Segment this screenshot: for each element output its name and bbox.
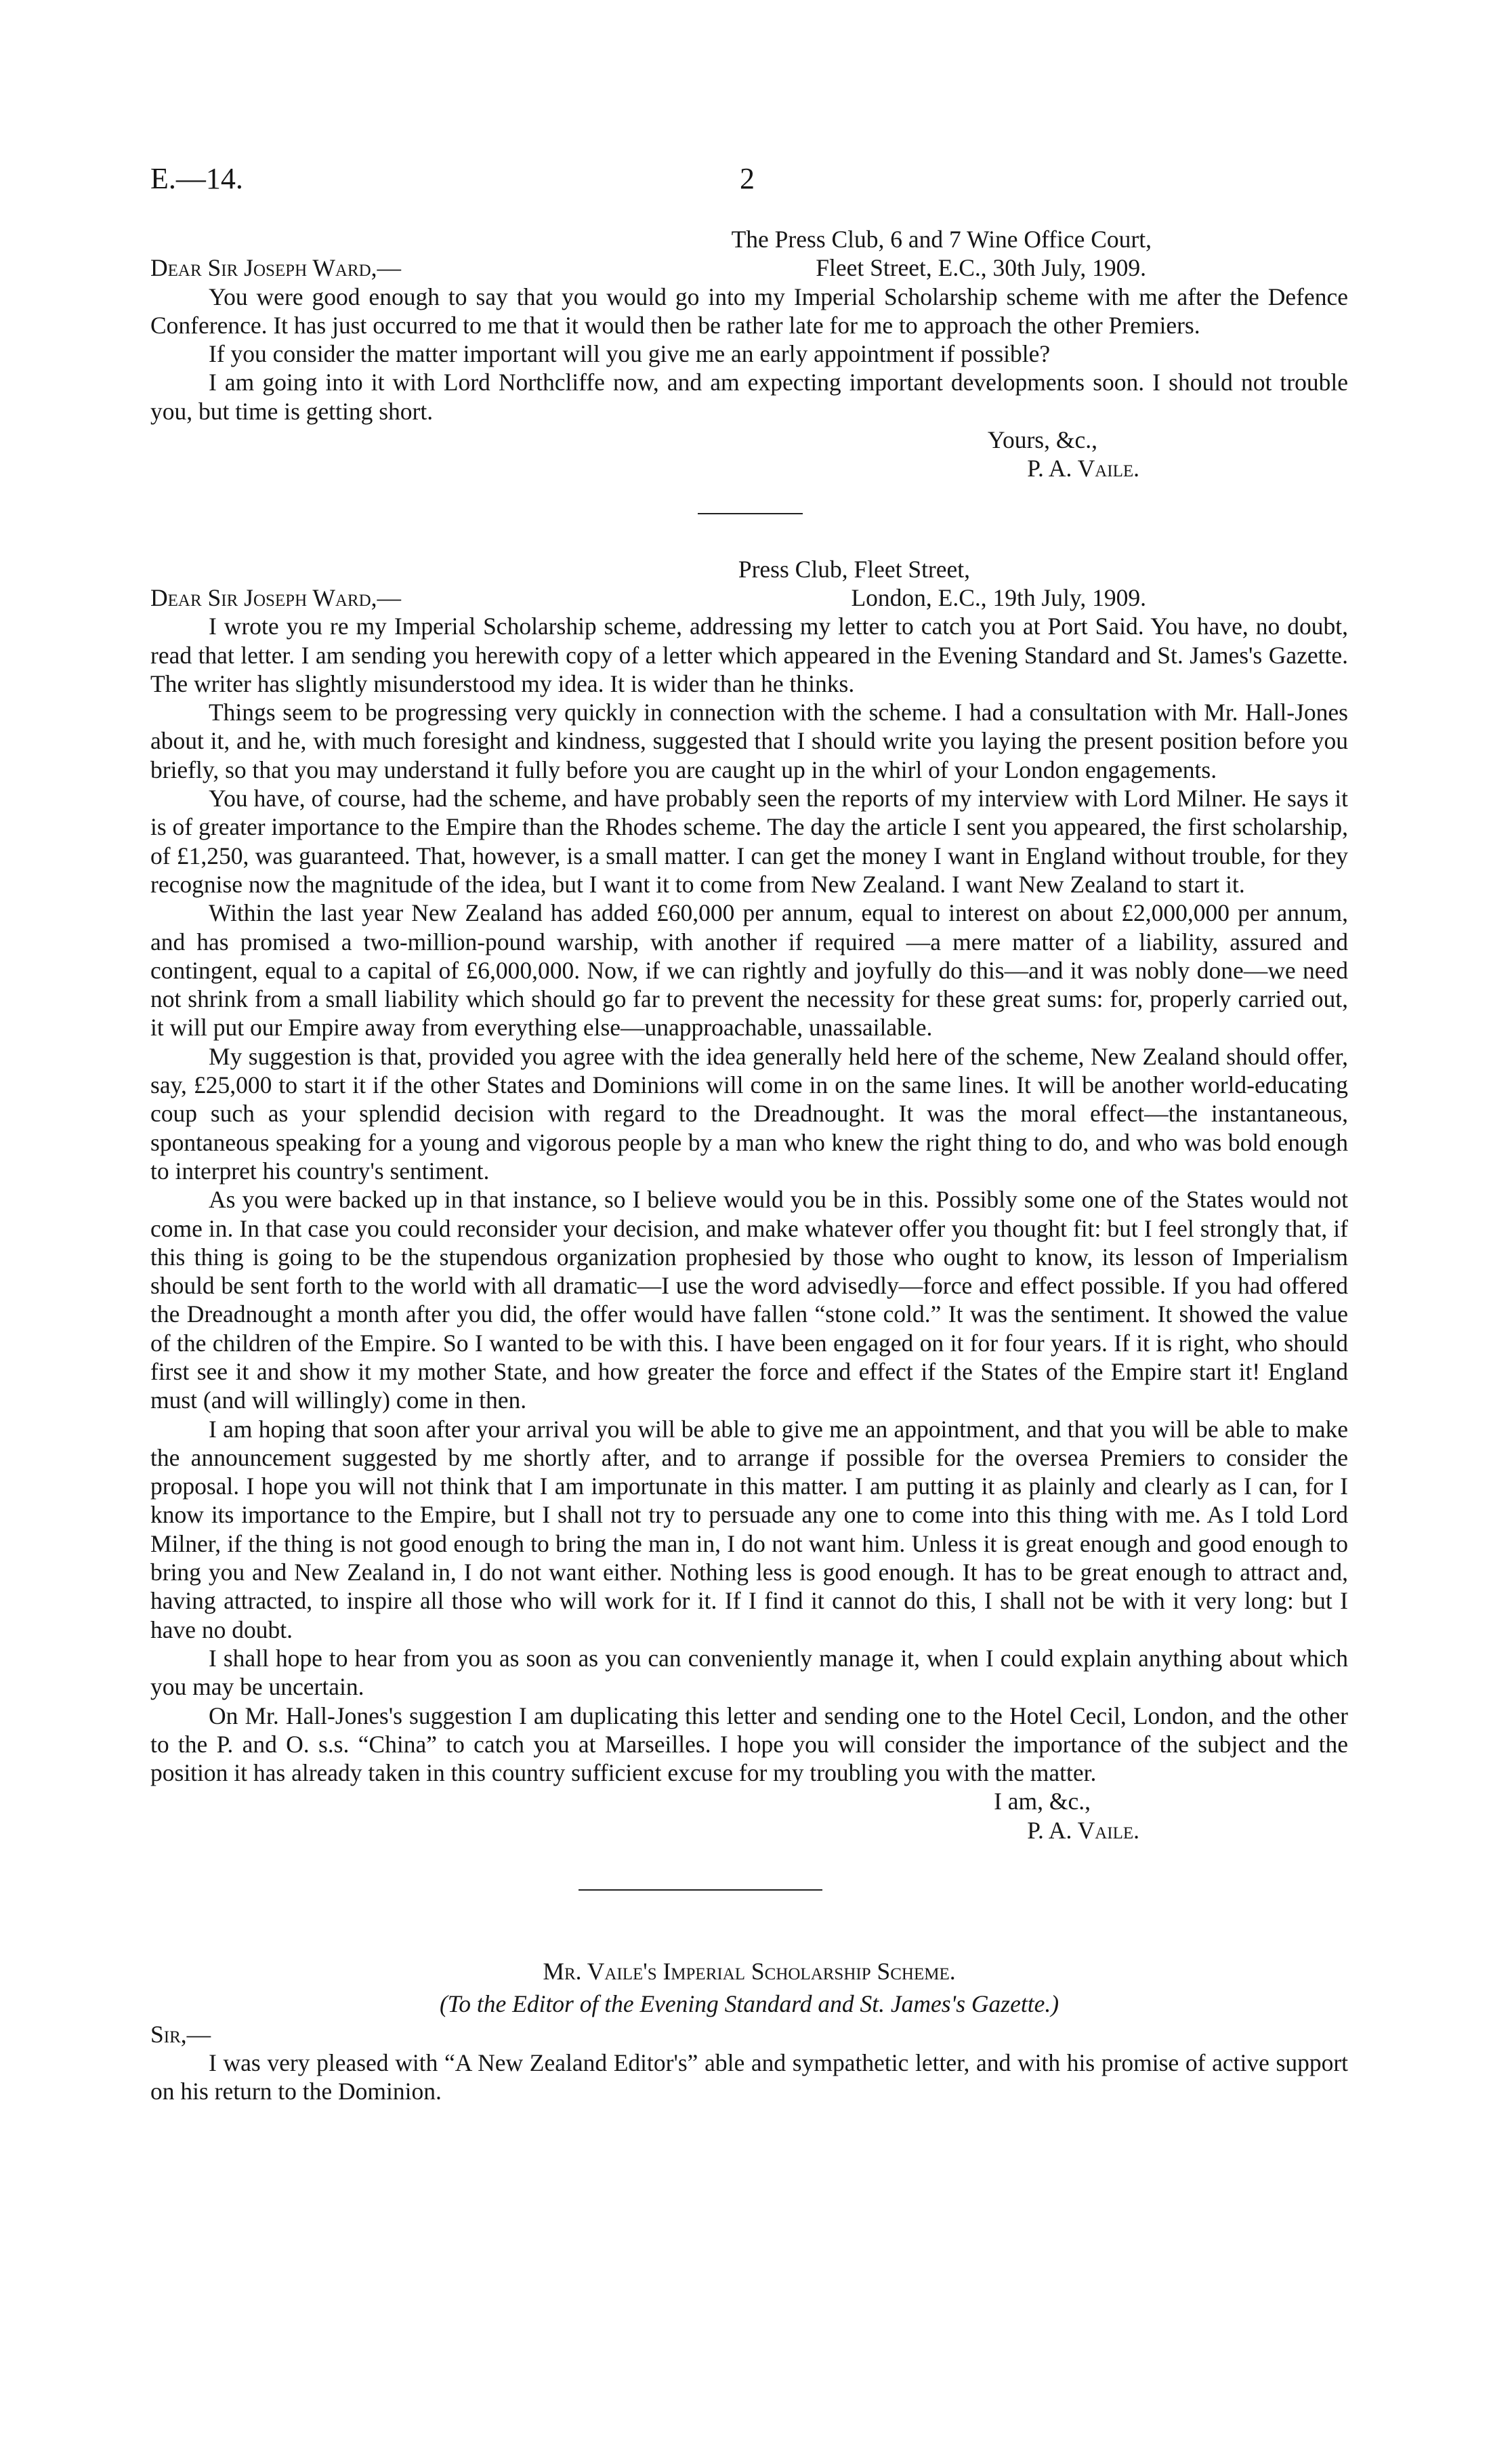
page-number: 2 bbox=[740, 162, 755, 195]
divider bbox=[698, 513, 803, 514]
article-salutation: Sir,— bbox=[150, 2020, 211, 2048]
letter1-closing: Yours, &c., bbox=[987, 426, 1097, 454]
letter2-signature: P. A. Vaile. bbox=[1027, 1816, 1139, 1844]
letter1-salutation-line bbox=[150, 253, 1348, 282]
article-paragraph: I was very pleased with “A New Zealand Editor's” able and sympathetic letter, and with his promise of active support on his return to the Dominion. bbox=[150, 2049, 1348, 2105]
letter2-paragraph: I am hoping that soon after your arrival you will be able to give me an appointment, and that you will be able to make the announcement suggested by me shortly after, and to arrange if possible for the oversea Premiers to consider the proposal. I hope you will not think that I am importunate in this matter. I am putting it as plainly and clearly as I can, for I know its importance to the Empire, but I shall not try to persuade any one to come into this thing with me. As I told Lord Milner, if the thing is not good enough to bring the man in, I do not want him. Unless it is great enough and good enough to bring you and New Zealand in, I do not want either. Nothing less is good enough. It has to be great enough to attract and, having attracted, to inspire all those who will work for it. If I find it cannot do this, I shall not be with it very long: but I have no doubt. bbox=[150, 1415, 1348, 1643]
letter2-paragraph: As you were backed up in that instance, so I believe would you be in this. Possibly some one of the States would not come in. In that case you could reconsider your decision, and make whatever offer you thought fit: but I feel strongly that, if this thing is going to be the stupendous organization prophesied by those who ought to know, its lesson of Imperialism should be sent forth to the world with all dramatic—I use the word advisedly—force and effect possible. If you had offered the Dreadnought a month after you did, the offer would have fallen “stone cold.” It was the sentiment. It showed the value of the children of the Empire. So I wanted to be with this. I have been engaged on it for four years. If it is right, who should first see it and show it my mother State, and how greater the force and effect if the States of the Empire start it! England must (and will willingly) come in then. bbox=[150, 1186, 1348, 1414]
document-body bbox=[150, 0, 1348, 2106]
letter2-paragraph: Things seem to be progressing very quickly in connection with the scheme. I had a consultation with Mr. Hall-Jones about it, and he, with much foresight and kindness, suggested that I should write you laying the present position before you briefly, so that you may understand it fully before you are caught up in the whirl of your London engagements. bbox=[150, 699, 1348, 783]
letter2-salutation: Dear Sir Joseph Ward,— bbox=[150, 583, 402, 611]
letter2-paragraph: I wrote you re my Imperial Scholarship scheme, addressing my letter to catch you at Port Said. You have, no doubt, read that letter. I am sending you herewith copy of a letter which appeared in the Evening Standard and St. James's Gazette. The writer has slightly misunderstood my idea. It is wider than he thinks. bbox=[150, 613, 1348, 697]
letter1-paragraph: I am going into it with Lord Northcliffe now, and am expecting important developments soon. I should not trouble you, but time is getting short. bbox=[150, 369, 1348, 425]
letter2-paragraph: Within the last year New Zealand has added £60,000 per annum, equal to interest on about £2,000,000 per annum, and has promised a two-million-pound warship, with another if required —a mere matter of a liability, assured and contingent, equal to a capital of £6,000,000. Now, if we can rightly and joyfully do this—and it was nobly done—we need not shrink from a small liability which should go far to prevent the necessity for these great sums: for, properly carried out, it will put our Empire away from everything else—unapproachable, unassailable. bbox=[150, 899, 1348, 1042]
letter2-address: Press Club, Fleet Street, bbox=[738, 555, 970, 583]
letter2-paragraph: I shall hope to hear from you as soon as you can conveniently manage it, when I could explain anything about which you may be uncertain. bbox=[150, 1644, 1348, 1701]
letter2-salutation-line bbox=[150, 583, 1348, 612]
letter2-closing: I am, &c., bbox=[994, 1788, 1091, 1815]
letter1-signature: P. A. Vaile. bbox=[1027, 455, 1139, 482]
letter2-paragraph: My suggestion is that, provided you agree with the idea generally held here of the scheme, New Zealand should offer, say, £25,000 to start it if the other States and Dominions will come in on the same lines. It will be another world-educating coup such as your splendid decision with regard to the Dreadnought. It was the moral effect—the instantaneous, spontaneous speaking for a young and vigorous people by a man who knew the right thing to do, and who was bold enough to interpret his country's sentiment. bbox=[150, 1042, 1348, 1185]
divider bbox=[579, 1889, 822, 1891]
article-subheading: (To the Editor of the Evening Standard and St. James's Gazette.) bbox=[439, 1990, 1059, 2018]
letter1-paragraph: If you consider the matter important will you give me an early appointment if possible? bbox=[209, 340, 1051, 368]
letter1-paragraph: You were good enough to say that you would go into my Imperial Scholarship scheme with me after the Defence Conference. It has just occurred to me that it would then be rather late for me to approach the other Premiers. bbox=[150, 283, 1348, 339]
document-code: E.—14. bbox=[150, 162, 243, 195]
letter1-address: The Press Club, 6 and 7 Wine Office Court, bbox=[731, 226, 1152, 253]
letter2-paragraph: On Mr. Hall-Jones's suggestion I am duplicating this letter and sending one to the Hotel Cecil, London, and the other to the P. and O. s.s. “China” to catch you at Marseilles. I hope you will consider the importance of the subject and the position it has already taken in this country sufficient excuse for my troubling you with the matter. bbox=[150, 1702, 1348, 1787]
article-heading: Mr. Vaile's Imperial Scholarship Scheme. bbox=[543, 1958, 956, 1985]
letter1-date: Fleet Street, E.C., 30th July, 1909. bbox=[816, 254, 1146, 282]
letter2-paragraph: You have, of course, had the scheme, and have probably seen the reports of my interview with Lord Milner. He says it is of greater importance to the Empire than the Rhodes scheme. The day the article I sent you appeared, the first scholarship, of £1,250, was guaranteed. That, however, is a small matter. I can get the money I want in England without trouble, for they recognise now the magnitude of the idea, but I want it to come from New Zealand. I want New Zealand to start it. bbox=[150, 785, 1348, 898]
letter1-salutation: Dear Sir Joseph Ward,— bbox=[150, 254, 402, 282]
letter2-date: London, E.C., 19th July, 1909. bbox=[851, 583, 1146, 611]
